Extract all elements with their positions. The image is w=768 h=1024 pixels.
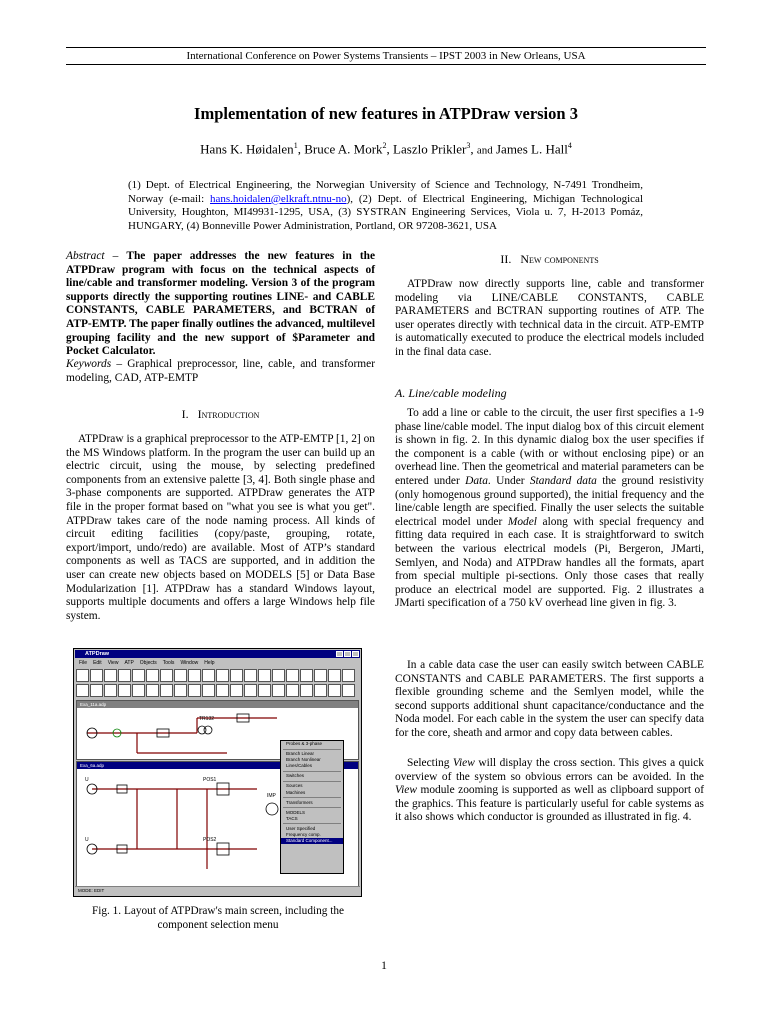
- component-icon: [118, 669, 131, 682]
- component-icon: [258, 684, 271, 697]
- window-title-bar: [75, 650, 360, 658]
- section-title: Introduction: [197, 407, 260, 421]
- menu-atp: ATP: [124, 660, 134, 666]
- line-cable-paragraph-3: [395, 757, 704, 825]
- affiliation-text: (1) Dept. of Electrical Engineering, the Norwegian University of Science and Technology, N-7491 Trondheim, Norway (e-mail:: [128, 179, 643, 205]
- component-icon: [244, 684, 257, 697]
- section-number: II.: [500, 252, 512, 266]
- emphasis-text: Standard data: [529, 474, 597, 487]
- component-icon: [160, 669, 173, 682]
- conference-header: International Conference on Power Systems Transients – IPST 2003 in New Orleans, USA: [186, 50, 586, 62]
- menu-item: Transformers: [286, 799, 313, 805]
- component-icon: [202, 669, 215, 682]
- author-separator: ,: [470, 141, 477, 157]
- component-icon: [314, 669, 327, 682]
- imp-label: IMP: [267, 793, 276, 799]
- window-title: ATPDraw: [85, 651, 110, 657]
- component-icon: [342, 684, 355, 697]
- keywords-label: Keywords: [66, 358, 112, 370]
- figure-atpdraw-screenshot: [73, 648, 362, 897]
- component-icon: [230, 684, 243, 697]
- component-icon: [286, 669, 299, 682]
- menu-item: User Specified: [286, 825, 316, 831]
- author-and: and: [476, 144, 493, 157]
- component-icon: [300, 669, 313, 682]
- emphasis-text: View: [395, 784, 417, 797]
- source-label: U: [85, 837, 89, 843]
- component-icon: [342, 669, 355, 682]
- component-icon: [300, 684, 313, 697]
- component-icon: [188, 669, 201, 682]
- emphasis-text: Data: [465, 474, 488, 487]
- menu-objects: Objects: [139, 660, 157, 666]
- pos1-label: POS1: [203, 777, 217, 783]
- section-heading-introduction: [66, 407, 375, 422]
- menu-separator: [283, 749, 341, 750]
- page-number: 1: [381, 960, 387, 972]
- author-list: [66, 141, 706, 157]
- keywords: [66, 358, 375, 385]
- child-window-title: Exa_6a.adp: [77, 762, 358, 769]
- menu-file: File: [79, 660, 88, 666]
- affiliation-text: ), (2) Dept. of Electrical Engineering, Michigan Technological University, Houghton, MI49931-1295, USA, (3) SYSTRAN Engineering Services, Viola u. 7, H-2013 Pomáz, HUNGARY, (4) Bonneville Power Administration, Portland, OR 97208-3621, USA: [128, 192, 643, 232]
- menu-window: Window: [180, 660, 199, 666]
- component-icon: [76, 669, 89, 682]
- author-separator: ,: [297, 141, 305, 157]
- component-toolbar-2: [76, 684, 359, 698]
- menu-view: View: [107, 660, 119, 666]
- menu-tools: Tools: [162, 660, 175, 666]
- menu-separator: [283, 823, 341, 824]
- subsection-heading: A. Line/cable modeling: [395, 386, 507, 400]
- menu-item: MODELS: [286, 809, 306, 815]
- component-icon: [132, 669, 145, 682]
- keywords-text: – Graphical preprocessor, line, cable, and transformer modeling, CAD, ATP-EMTP: [66, 358, 375, 384]
- menu-item: Switches: [286, 773, 305, 779]
- menu-edit: Edit: [93, 660, 102, 666]
- paragraph-text: will display the cross section. This gives a quick overview of the system so obvious errors can be avoided. In the: [395, 757, 704, 783]
- print-icon: [118, 684, 131, 697]
- author-affil-mark: 1: [293, 141, 298, 150]
- abstract-label: Abstract: [66, 250, 105, 262]
- section-heading-new-components: [395, 252, 704, 267]
- header-bottom-rule: [66, 64, 706, 65]
- paragraph-text: the ground resistivity (only homogenous ground supported), the initial frequency and the line/cable length are specified. Finally the user selects the suitable electrical model under: [395, 474, 704, 528]
- pos2-label: POS2: [203, 837, 217, 843]
- source-label: U: [85, 777, 89, 783]
- component-icon: [216, 669, 229, 682]
- component-icon: [286, 684, 299, 697]
- menu-separator: [283, 771, 341, 772]
- paragraph-text: . Under: [487, 474, 530, 487]
- component-icon: [272, 684, 285, 697]
- component-selection-menu: [280, 740, 344, 874]
- maximize-icon: [344, 651, 351, 657]
- component-icon: [314, 684, 327, 697]
- abstract-dash: –: [104, 250, 127, 262]
- author-name: Laszlo Prikler: [393, 141, 467, 157]
- line-cable-paragraph-1: [395, 407, 704, 611]
- close-icon: [352, 651, 359, 657]
- menu-item: Frequency comp.: [286, 832, 321, 838]
- new-components-paragraph: ATPDraw now directly supports line, cable and transformer modeling via LINE/CABLE CONSTANTS, CABLE PARAMETERS and BCTRAN supporting routines of ATP. The user operates directly with technical data in the circuit. ATP-EMTP is automatically executed to produce the electrical models included in the final data case.: [395, 278, 704, 358]
- header-top-rule: [66, 47, 706, 48]
- menu-item: Machines: [286, 789, 306, 795]
- menu-separator: [283, 781, 341, 782]
- menu-item: Branch Nonlinear: [286, 757, 321, 763]
- component-icon: [216, 684, 229, 697]
- affiliations: [128, 179, 643, 233]
- author-name: James L. Hall: [495, 141, 568, 157]
- component-icon: [90, 669, 103, 682]
- emphasis-text: View: [452, 757, 475, 769]
- component-icon: [146, 684, 159, 697]
- new-file-icon: [76, 684, 89, 697]
- menu-item: TACS: [286, 815, 298, 821]
- menu-bar: [75, 659, 360, 667]
- component-icon: [132, 684, 145, 697]
- component-icon: [328, 669, 341, 682]
- author-affil-mark: 3: [466, 141, 471, 150]
- component-icon: [258, 669, 271, 682]
- component-icon: [272, 669, 285, 682]
- figure-1-caption: Fig. 1. Layout of ATPDraw's main screen, including the component selection menu: [91, 905, 345, 931]
- menu-help: Help: [204, 660, 215, 666]
- abstract-text: The paper addresses the new features in the ATPDraw program with focus on the technical aspects of line/cable and transformer modeling. Version 3 of the program supports directly the supporting routines LINE- and CABLE CONSTANTS, CABLE PARAMETERS, and BCTRAN of ATP-EMTP. The paper finally outlines the advanced, multilevel grouping facility and the new support of $Parameter and Pocket Calculator.: [66, 250, 375, 358]
- section-title: New components: [520, 252, 599, 266]
- open-file-icon: [90, 684, 103, 697]
- component-icon: [174, 669, 187, 682]
- component-icon: [188, 684, 201, 697]
- component-icon: [328, 684, 341, 697]
- paper-title: Implementation of new features in ATPDraw version 3: [194, 104, 578, 123]
- introduction-paragraph: ATPDraw is a graphical preprocessor to the ATP-EMTP [1, 2] on the MS Windows platform. In the program the user can build up an electric circuit, using the mouse, by selecting predefined components from an extensive palette [3, 4]. Both single phase and 3-phase components are supported. ATPDraw generates the ATP file in the proper format based on "what you see is what you get". ATPDraw takes care of the node naming process. All kinds of circuit editing facilities (copy/paste, grouping, rotate, export/import, undo/redo) are available. Most of ATP’s standard components as well as TACS are supported, and in addition the user can create new objects based on MODELS [5] or Data Base Modularization [1]. ATPDraw has a standard Windows layout, supports multiple documents and offers a large Windows help file system.: [66, 433, 375, 622]
- paragraph-text: module zooming is supported as well as clipboard support of the graphics. This feature is particularly useful for cable systems as it also shows which conductor is grounded as illustrated in fig. 4.: [395, 784, 704, 824]
- paragraph-text: along with special frequency and fitting data required in each case. It is straightforward to switch between the various electrical models (Pi, Bergeron, JMarti, Semlyen, and Noda) and ATPDraw handles all the formats, apart from special multiple pi-sections. Only those cases that really produce an electrical model are supported. Fig. 2 illustrates a JMarti specification of a 750 kV overhead line given in fig. 3.: [395, 515, 704, 610]
- transformer-label: TR132: [199, 716, 215, 722]
- component-icon: [104, 669, 117, 682]
- menu-item: Branch Linear: [286, 751, 315, 757]
- author-name: Hans K. Høidalen: [200, 141, 294, 157]
- menu-item-selected: Standard Component...: [281, 838, 343, 844]
- menu-separator: [283, 807, 341, 808]
- component-icon: [174, 684, 187, 697]
- line-cable-paragraph-2: In a cable data case the user can easily switch between CABLE CONSTANTS and CABLE PARAMETERS. The first supports a flexible grounding scheme and the Semlyen model, while the second supports additional shunt capacitance/conductance and the Noda model. For each cable in the system the user can specify data for the core, sheath and armor and copy data between cables.: [395, 659, 704, 739]
- author-affil-mark: 4: [567, 141, 572, 150]
- component-icon: [146, 669, 159, 682]
- component-toolbar-1: [76, 669, 359, 683]
- component-icon: [230, 669, 243, 682]
- abstract: [66, 250, 375, 359]
- paragraph-text: To add a line or cable to the circuit, the user first specifies a 1-9 phase line/cable model. The input dialog box of this circuit element is shown in fig. 2. In this dynamic dialog box the user specifies if the component is a cable (with or without enclosing pipe) or an overhead line. Then the geometrical and material parameters can be entered under: [395, 407, 704, 487]
- emphasis-text: Model: [507, 515, 537, 528]
- section-number: I.: [181, 407, 189, 421]
- author-affil-mark: 2: [382, 141, 387, 150]
- menu-item: Sources: [286, 783, 303, 789]
- minimize-icon: [336, 651, 343, 657]
- menu-item: Lines/Cables: [286, 763, 313, 769]
- menu-item: Probes & 3-phase: [286, 741, 323, 746]
- component-icon: [160, 684, 173, 697]
- author-name: Bruce A. Mork: [304, 141, 383, 157]
- author-email-link[interactable]: hans.hoidalen@elkraft.ntnu-no: [210, 192, 347, 205]
- status-bar: MODE: EDIT: [75, 886, 360, 895]
- menu-separator: [283, 797, 341, 798]
- component-icon: [244, 669, 257, 682]
- component-icon: [202, 684, 215, 697]
- save-icon: [104, 684, 117, 697]
- paragraph-text: Selecting: [407, 757, 453, 769]
- child-window-title: Exa_11a.adp: [77, 701, 358, 708]
- author-separator: ,: [386, 141, 394, 157]
